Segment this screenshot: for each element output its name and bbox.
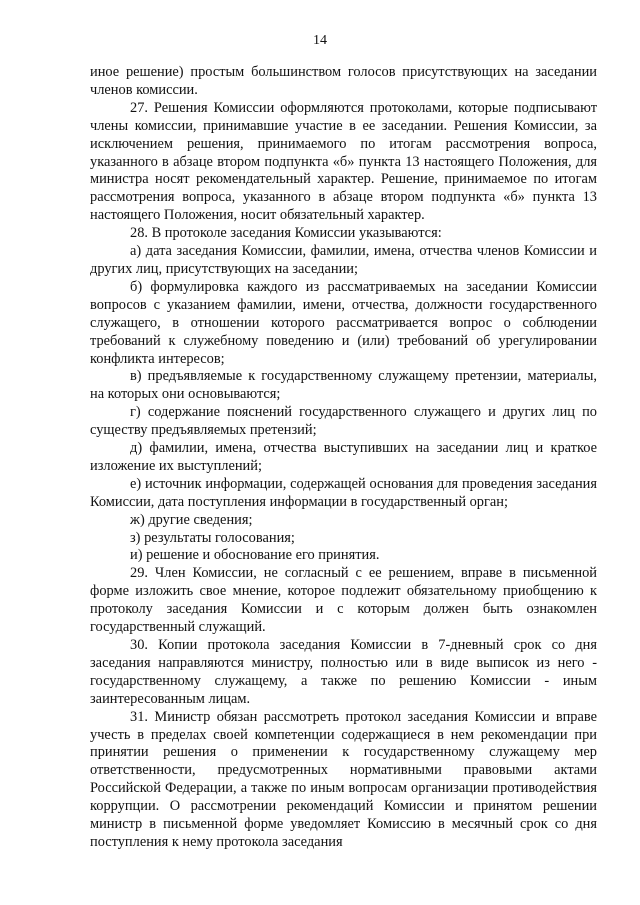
paragraph: г) содержание пояснений государственного служащего и других лиц по существу предъявляемых претензий; <box>90 404 597 439</box>
paragraph: б) формулировка каждого из рассматриваемых на заседании Комиссии вопросов с указанием фамилии, имени, отчества, должности государственного служащего, в отношении которого рассматривается вопрос о соблюдении требований к служебному поведению и (или) требований об урегулировании конфликта интересов; <box>90 278 597 367</box>
document-body <box>90 64 597 852</box>
paragraph: д) фамилии, имена, отчества выступивших на заседании лиц и краткое изложение их выступлений; <box>90 440 597 474</box>
page-number: 14 <box>313 33 327 48</box>
paragraph: 28. В протоколе заседания Комиссии указываются: <box>130 225 442 242</box>
paragraph: иное решение) простым большинством голосов присутствующих на заседании членов комиссии. <box>90 64 597 98</box>
paragraph: в) предъявляемые к государственному служащему претензии, материалы, на которых они основываются; <box>90 368 597 403</box>
paragraph: 31. Министр обязан рассмотреть протокол заседания Комиссии и вправе учесть в пределах своей компетенции содержащиеся в нем рекомендации при принятии решения о применении к государственному служащему мер ответственности, предусмотренных нормативными правовыми актами Российской Федерации, а также по иным вопросам организации противодействия коррупции. О рассмотрении рекомендаций Комиссии и принятом решении министр в письменной форме уведомляет Комиссию в месячный срок со дня поступления к нему протокола заседания <box>90 708 597 850</box>
paragraph: ж) другие сведения; <box>130 511 253 528</box>
paragraph: 29. Член Комиссии, не согласный с ее решением, вправе в письменной форме изложить свое мнение, которое подлежит обязательному приобщению к протоколу заседания Комиссии и с которым должен быть ознакомлен государственный служащий. <box>90 565 597 636</box>
paragraph: 27. Решения Комиссии оформляются протоколами, которые подписывают члены комиссии, принимавшие участие в ее заседании. Решения Комиссии, за исключением решения, принимаемого по итогам рассмотрения вопроса, указанного в абзаце втором подпункта «б» пункта 13 настоящего Положения, для министра носят рекомендательный характер. Решение, принимаемое по итогам рассмотрения вопроса, указанного в абзаце втором подпункта «б» пункта 13 настоящего Положения, носит обязательный характер. <box>90 99 597 224</box>
paragraph: 30. Копии протокола заседания Комиссии в 7-дневный срок со дня заседания направляются министру, полностью или в виде выписок из него - государственному служащему, а также по решению Комиссии - иным заинтересованным лицам. <box>90 637 597 707</box>
paragraph: и) решение и обоснование его принятия. <box>130 547 380 564</box>
paragraph: а) дата заседания Комиссии, фамилии, имена, отчества членов Комиссии и других лиц, присутствующих на заседании; <box>90 243 597 277</box>
paragraph: е) источник информации, содержащей основания для проведения заседания Комиссии, дата поступления информации в государственный орган; <box>90 475 597 510</box>
paragraph: з) результаты голосования; <box>130 529 295 546</box>
